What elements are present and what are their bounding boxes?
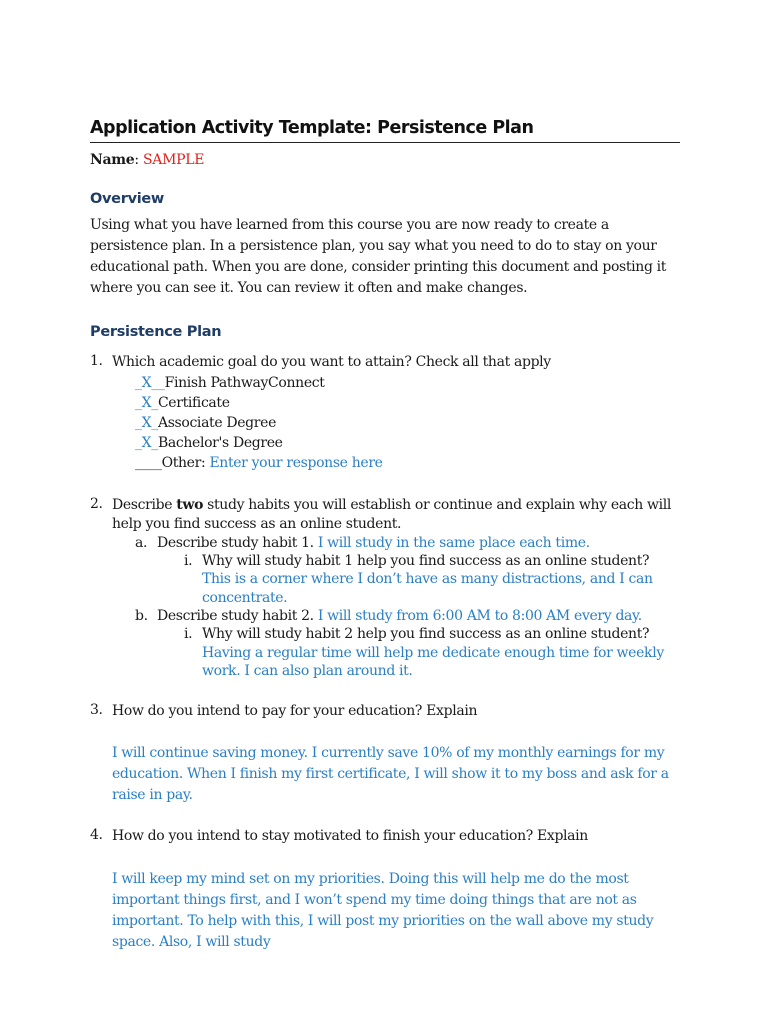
study-habit-1: a. Describe study habit 1. I will study in the same place each time. <box>135 534 590 551</box>
question-3-answer: I will continue saving money. I currently save 10% of my monthly earnings for my education. When I finish my first certificate, I will show it to my boss and ask for a raise in pay. <box>112 745 669 803</box>
question-3 <box>90 702 680 722</box>
check-mark: X <box>141 434 152 451</box>
goal-option-certificate[interactable]: _X_Certificate <box>135 394 230 411</box>
goal-option-pathwayconnect[interactable]: _X__Finish PathwayConnect <box>135 374 325 391</box>
habit-answer: I will study in the same place each time. <box>317 534 590 551</box>
question-text: Which academic goal do you want to attain? Check all that apply <box>112 354 551 370</box>
name-colon: : <box>134 152 139 168</box>
option-label: Finish PathwayConnect <box>164 374 325 391</box>
check-mark: X <box>141 374 152 391</box>
overview-text: Using what you have learned from this course you are now ready to create a persistence plan. In a persistence plan, you say what you need to do to stay on your educational path. When you are done, consider printing this document and posting it where you can see it. You can review it often and make changes. <box>90 217 667 296</box>
question-1 <box>90 353 680 473</box>
other-response-field[interactable]: Enter your response here <box>209 454 383 471</box>
habit-answer: I will study from 6:00 AM to 8:00 AM every day. <box>317 608 642 624</box>
other-label: Other: <box>161 454 210 471</box>
name-value: SAMPLE <box>142 152 205 168</box>
reason-prompt: Why will study habit 1 help you find success as an online student? <box>202 552 650 569</box>
document-page <box>90 118 680 953</box>
check-mark: X <box>141 394 152 411</box>
option-label: Associate Degree <box>157 414 277 431</box>
document-title: Application Activity Template: Persistence Plan <box>90 118 680 143</box>
habit-prompt: Describe study habit 2. <box>157 608 314 624</box>
goal-option-other[interactable] <box>112 453 680 473</box>
study-habit-2: b. Describe study habit 2. I will study from 6:00 AM to 8:00 AM every day. <box>135 608 642 624</box>
question-2 <box>90 496 680 681</box>
name-line <box>90 152 680 168</box>
option-label: Bachelor's Degree <box>157 434 283 451</box>
other-blank: ____ <box>135 454 162 471</box>
question-4 <box>90 827 680 847</box>
question-number: 4. <box>90 827 103 843</box>
habit-prompt: Describe study habit 1. <box>157 534 314 551</box>
study-habit-1-reason: i. Why will study habit 1 help you find success as an online student? This is a corner where I don’t have as many distractions, and I can concentrate. <box>184 552 653 606</box>
question-4-answer: I will keep my mind set on my priorities. Doing this will help me do the most important things first, and I won’t spend my time doing things that are not as important. To help with this, I will post my priorities on the wall above my study space. Also, I will study <box>112 870 654 950</box>
overview-heading: Overview <box>90 191 165 207</box>
emphasis-two: two <box>176 496 204 513</box>
question-text: Describe two study habits you will establish or continue and explain why each will help you find success as an online student. <box>112 496 672 532</box>
question-number: 2. <box>90 495 103 512</box>
goal-option-bachelors[interactable]: _X_Bachelor's Degree <box>135 434 283 451</box>
reason-answer: Having a regular time will help me dedicate enough time for weekly work. I can also plan around it. <box>202 644 664 679</box>
persistence-plan-heading: Persistence Plan <box>90 324 222 340</box>
check-mark: X <box>141 414 152 431</box>
reason-answer: This is a corner where I don’t have as many distractions, and I can concentrate. <box>202 571 653 606</box>
name-label: Name <box>90 152 135 168</box>
question-number: 1. <box>90 353 103 369</box>
study-habit-2-reason: i. Why will study habit 2 help you find success as an online student? Having a regular time will help me dedicate enough time for weekly work. I can also plan around it. <box>184 626 664 679</box>
option-label: Certificate <box>157 394 230 411</box>
question-text: How do you intend to stay motivated to finish your education? Explain <box>112 828 588 844</box>
goal-option-associate[interactable]: _X_Associate Degree <box>135 414 277 431</box>
question-number: 3. <box>90 701 103 718</box>
question-text: How do you intend to pay for your education? Explain <box>112 702 478 719</box>
reason-prompt: Why will study habit 2 help you find success as an online student? <box>202 626 650 642</box>
